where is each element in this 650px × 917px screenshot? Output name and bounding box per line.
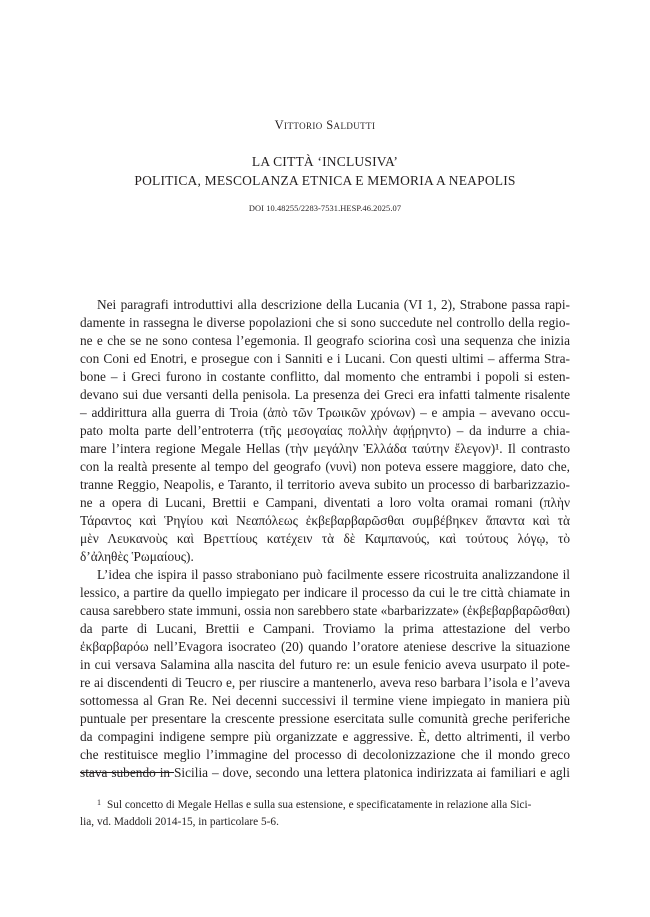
body-line: δ’ἀληθὲς Ῥωμαίους). [80, 549, 194, 564]
body-line: lessico, a partire da quello impiegato per indicare il processo da cui le tre città chiamate in [80, 585, 570, 600]
article-doi: DOI 10.48255/2283-7531.HESP.46.2025.07 [248, 204, 402, 213]
article-title [0, 152, 650, 190]
body-line: stava subendo in Sicilia – dove, secondo una lettera platonica indirizzata ai familiari e agli [80, 765, 570, 780]
title-line-2: POLITICA, MESCOLANZA ETNICA E MEMORIA A NEAPOLIS [134, 173, 516, 188]
body-line: Nei paragrafi introduttivi alla descrizione della Lucania (VI 1, 2), Strabone passa rapi- [97, 297, 570, 312]
body-line: pato molta parte dell’entroterra (τῆς μεσογαίας πολλὴν ἀφῄρηντο) – da indurre a chia- [80, 423, 570, 438]
body-line: che restituisce meglio l’immagine del processo di decolonizzazione che il mondo greco [80, 747, 570, 762]
body-line: – addirittura alla guerra di Troia (ἀπὸ τῶν Τρωικῶν χρόνων) – e ampia – avevano occu- [80, 405, 570, 420]
body-line: ne e che se ne sono contesa l’egemonia. Il geografo sciorina così una sequenza che inizia [80, 333, 570, 348]
body-line: puntuale per presentare la crescente pressione esercitata sulle comunità greche periferiche [80, 711, 570, 726]
footnote-line-1 [80, 794, 570, 814]
footnote-text: Sul concetto di Megale Hellas e sulla sua estensione, e specificatamente in relazione alla Sici- [107, 799, 532, 811]
body-line: in cui versava Salamina alla nascita del futuro re: un esule fenicio aveva usurpato il pote- [80, 657, 570, 672]
body-line: Τάραντος καὶ Ῥηγίου καὶ Νεαπόλεως ἐκβεβαρβαρῶσθαι συμβέβηκεν ἅπαντα καὶ τὰ [80, 513, 570, 528]
body-line: damente in rassegna le diverse popolazioni che si sono succedute nel controllo della regio- [80, 315, 570, 330]
body-line: μὲν Λευκανοὺς καὶ Βρεττίους κατέχειν τὰ δὲ Καμπανούς, καὶ τούτους λόγῳ, τὸ [80, 531, 570, 546]
body-line: L’idea che ispira il passo straboniano può facilmente essere ricostruita analizzandone il [97, 567, 570, 582]
article-author: Vittorio Saldutti [274, 118, 376, 132]
title-line-1: LA CITTÀ ‘INCLUSIVA’ [251, 154, 399, 169]
body-line: ne a opera di Lucani, Brettii e Campani, diventati a loro volta oramai romani (πλὴν [80, 495, 570, 510]
body-line: mare l’intera regione Megale Hellas (τὴν μεγάλην Ἑλλάδα ταύτην ἔλεγον)¹. Il contrasto [80, 441, 570, 456]
body-line: ἐκβαρβαρόω nell’Evagora isocrateo (20) quando l’oratore ateniese descrive la situazione [80, 639, 570, 654]
body-line: da parte di Lucani, Brettii e Campani. Troviamo la prima attestazione del verbo [80, 621, 570, 636]
body-line: tranne Reggio, Neapolis, e Taranto, il territorio aveva subito un processo di barbarizzazio- [80, 477, 570, 492]
footnote-line-2: lia, vd. Maddoli 2014-15, in particolare 5-6. [80, 816, 279, 828]
body-line: da compagini indigene sempre più organizzate e aggressive. È, detto altrimenti, il verbo [80, 729, 570, 744]
body-line: bone – i Greci furono in costante conflitto, dal momento che entrambi i popoli si esten- [80, 369, 570, 384]
body-line: re ai discendenti di Teucro e, per riuscire a mantenerlo, aveva reso barbara l’isola e l’aveva [80, 675, 570, 690]
footnote-number: 1 [97, 798, 101, 807]
footnote-divider [80, 772, 174, 773]
body-line: con la realtà presente al tempo del geografo (νυνὶ) non poteva essere maggiore, dato che, [80, 459, 570, 474]
article-body [80, 296, 570, 782]
body-line: con Coni ed Enotri, e prosegue con i Sanniti e i Lucani. Con questi ultimi – afferma Stra- [80, 351, 570, 366]
footnote [80, 794, 570, 831]
body-line: devano sui due versanti della penisola. La presenza dei Greci era infatti talmente risalente [80, 387, 570, 402]
body-line: causa sarebbero state immuni, ossia non sarebbero state «barbarizzate» (ἐκβεβαρβαρῶσθαι) [80, 603, 570, 618]
body-line: sottomessa al Gran Re. Nei decenni successivi il termine viene impiegato in maniera più [80, 693, 570, 708]
